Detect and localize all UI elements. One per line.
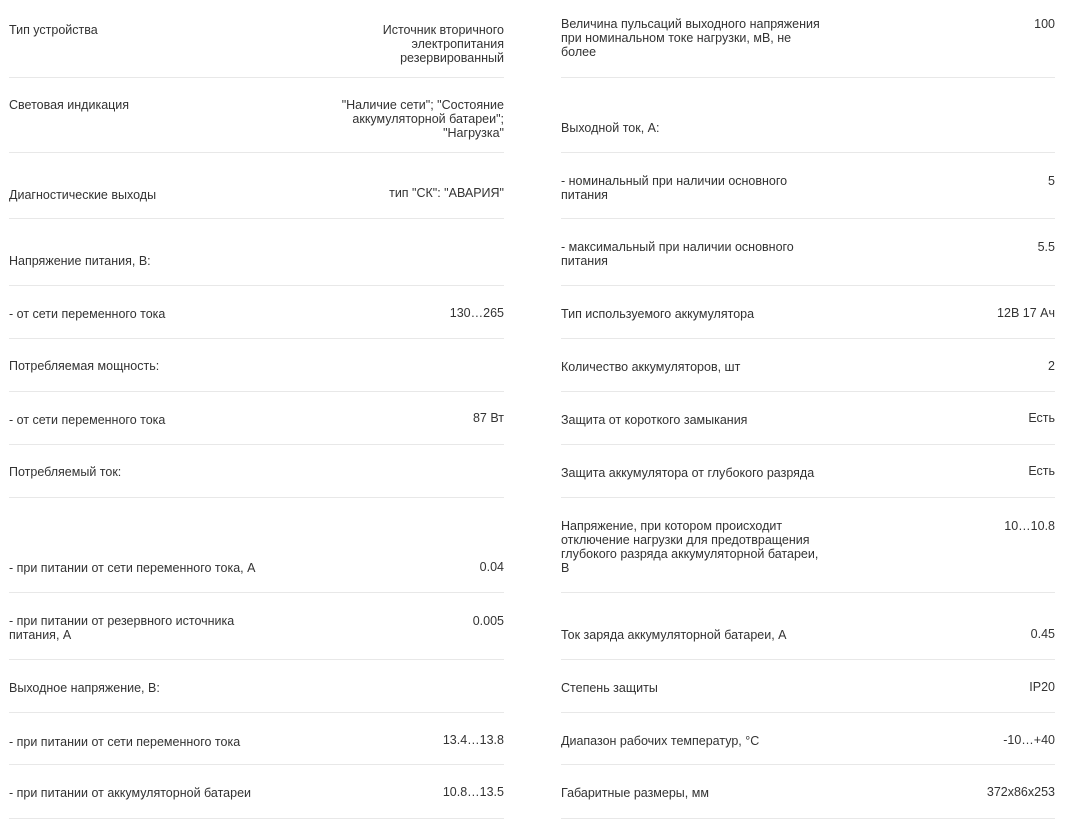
spec-value: 0.005 bbox=[472, 614, 504, 628]
spec-row bbox=[9, 286, 504, 339]
spec-label: - максимальный при наличии основного питания bbox=[561, 240, 794, 268]
spec-label: Напряжение, при котором происходит отключение нагрузки для предотвращения глубокого разряда аккумуляторной батареи, В bbox=[561, 519, 819, 575]
spec-column-left bbox=[9, 0, 504, 819]
spec-label: - при питании от резервного источника питания, А bbox=[9, 614, 235, 642]
spec-value bbox=[855, 121, 1055, 152]
spec-value: 12В 17 Ач bbox=[997, 306, 1055, 320]
spec-row bbox=[561, 593, 1055, 660]
spec-row bbox=[9, 713, 504, 765]
spec-row bbox=[9, 660, 504, 713]
spec-label: Тип устройства bbox=[9, 23, 98, 37]
spec-label: Потребляемый ток: bbox=[9, 465, 122, 479]
spec-label: Тип используемого аккумулятора bbox=[561, 307, 755, 321]
spec-row bbox=[561, 339, 1055, 392]
spec-row bbox=[561, 392, 1055, 445]
spec-value: 130…265 bbox=[449, 306, 504, 320]
spec-value: 5.5 bbox=[1037, 240, 1055, 254]
spec-label: Защита аккумулятора от глубокого разряда bbox=[561, 466, 815, 480]
spec-label: Габаритные размеры, мм bbox=[561, 786, 709, 800]
spec-value: "Наличие сети"; "Состояние аккумуляторной батареи"; "Нагрузка" bbox=[341, 98, 504, 140]
spec-value: Есть bbox=[1028, 464, 1055, 478]
spec-row bbox=[561, 445, 1055, 498]
spec-label: Степень защиты bbox=[561, 681, 658, 695]
spec-row bbox=[561, 78, 1055, 153]
spec-value: 0.45 bbox=[1030, 627, 1055, 641]
spec-row bbox=[9, 765, 504, 819]
spec-value: 0.04 bbox=[479, 560, 504, 574]
spec-label: Напряжение питания, В: bbox=[9, 254, 151, 268]
spec-row bbox=[9, 219, 504, 286]
spec-value bbox=[266, 254, 504, 285]
spec-row bbox=[561, 153, 1055, 219]
spec-label: - от сети переменного тока bbox=[9, 413, 166, 427]
spec-label: Потребляемая мощность: bbox=[9, 359, 160, 373]
spec-label: - при питании от сети переменного тока bbox=[9, 735, 241, 749]
spec-value bbox=[266, 359, 504, 391]
spec-value: IP20 bbox=[1029, 680, 1055, 694]
spec-value: Есть bbox=[1028, 411, 1055, 425]
spec-row bbox=[9, 339, 504, 392]
spec-row bbox=[9, 593, 504, 660]
spec-label: Выходное напряжение, В: bbox=[9, 681, 160, 695]
spec-row bbox=[561, 713, 1055, 765]
spec-value: тип "СК": "АВАРИЯ" bbox=[389, 186, 504, 200]
spec-row bbox=[9, 392, 504, 445]
spec-label: - от сети переменного тока bbox=[9, 307, 166, 321]
spec-value: -10…+40 bbox=[1003, 733, 1055, 747]
spec-value: 100 bbox=[1034, 17, 1055, 31]
spec-value bbox=[266, 465, 504, 497]
spec-value: 2 bbox=[1048, 359, 1055, 373]
spec-row bbox=[561, 286, 1055, 339]
spec-row bbox=[9, 78, 504, 153]
spec-row bbox=[561, 660, 1055, 713]
spec-label: Диагностические выходы bbox=[9, 188, 157, 202]
spec-row bbox=[9, 498, 504, 593]
spec-value: 13.4…13.8 bbox=[442, 733, 504, 747]
spec-column-right bbox=[561, 0, 1055, 819]
spec-row bbox=[9, 445, 504, 498]
spec-label: Количество аккумуляторов, шт bbox=[561, 360, 741, 374]
spec-value: Источник вторичного электропитания резервированный bbox=[382, 23, 504, 65]
spec-row bbox=[561, 219, 1055, 286]
spec-row bbox=[561, 0, 1055, 78]
spec-row bbox=[561, 498, 1055, 593]
spec-value: 87 Вт bbox=[472, 411, 504, 425]
spec-label: Величина пульсаций выходного напряжения при номинальном токе нагрузки, мВ, не более bbox=[561, 17, 820, 59]
spec-label: Выходной ток, А: bbox=[561, 121, 660, 135]
spec-value bbox=[266, 681, 504, 712]
spec-value: 10.8…13.5 bbox=[442, 785, 504, 799]
spec-value: 10…10.8 bbox=[1004, 519, 1055, 533]
spec-row bbox=[9, 0, 504, 78]
spec-label: - при питании от аккумуляторной батареи bbox=[9, 786, 251, 800]
spec-value: 5 bbox=[1048, 174, 1055, 188]
spec-label: - при питании от сети переменного тока, А bbox=[9, 561, 256, 575]
spec-label: Световая индикация bbox=[9, 98, 130, 112]
spec-label: - номинальный при наличии основного питания bbox=[561, 174, 788, 202]
spec-row bbox=[9, 153, 504, 219]
spec-label: Диапазон рабочих температур, °С bbox=[561, 734, 760, 748]
spec-label: Защита от короткого замыкания bbox=[561, 413, 748, 427]
spec-label: Ток заряда аккумуляторной батареи, А bbox=[561, 628, 787, 642]
spec-row bbox=[561, 765, 1055, 819]
spec-value: 372x86x253 bbox=[986, 785, 1055, 799]
